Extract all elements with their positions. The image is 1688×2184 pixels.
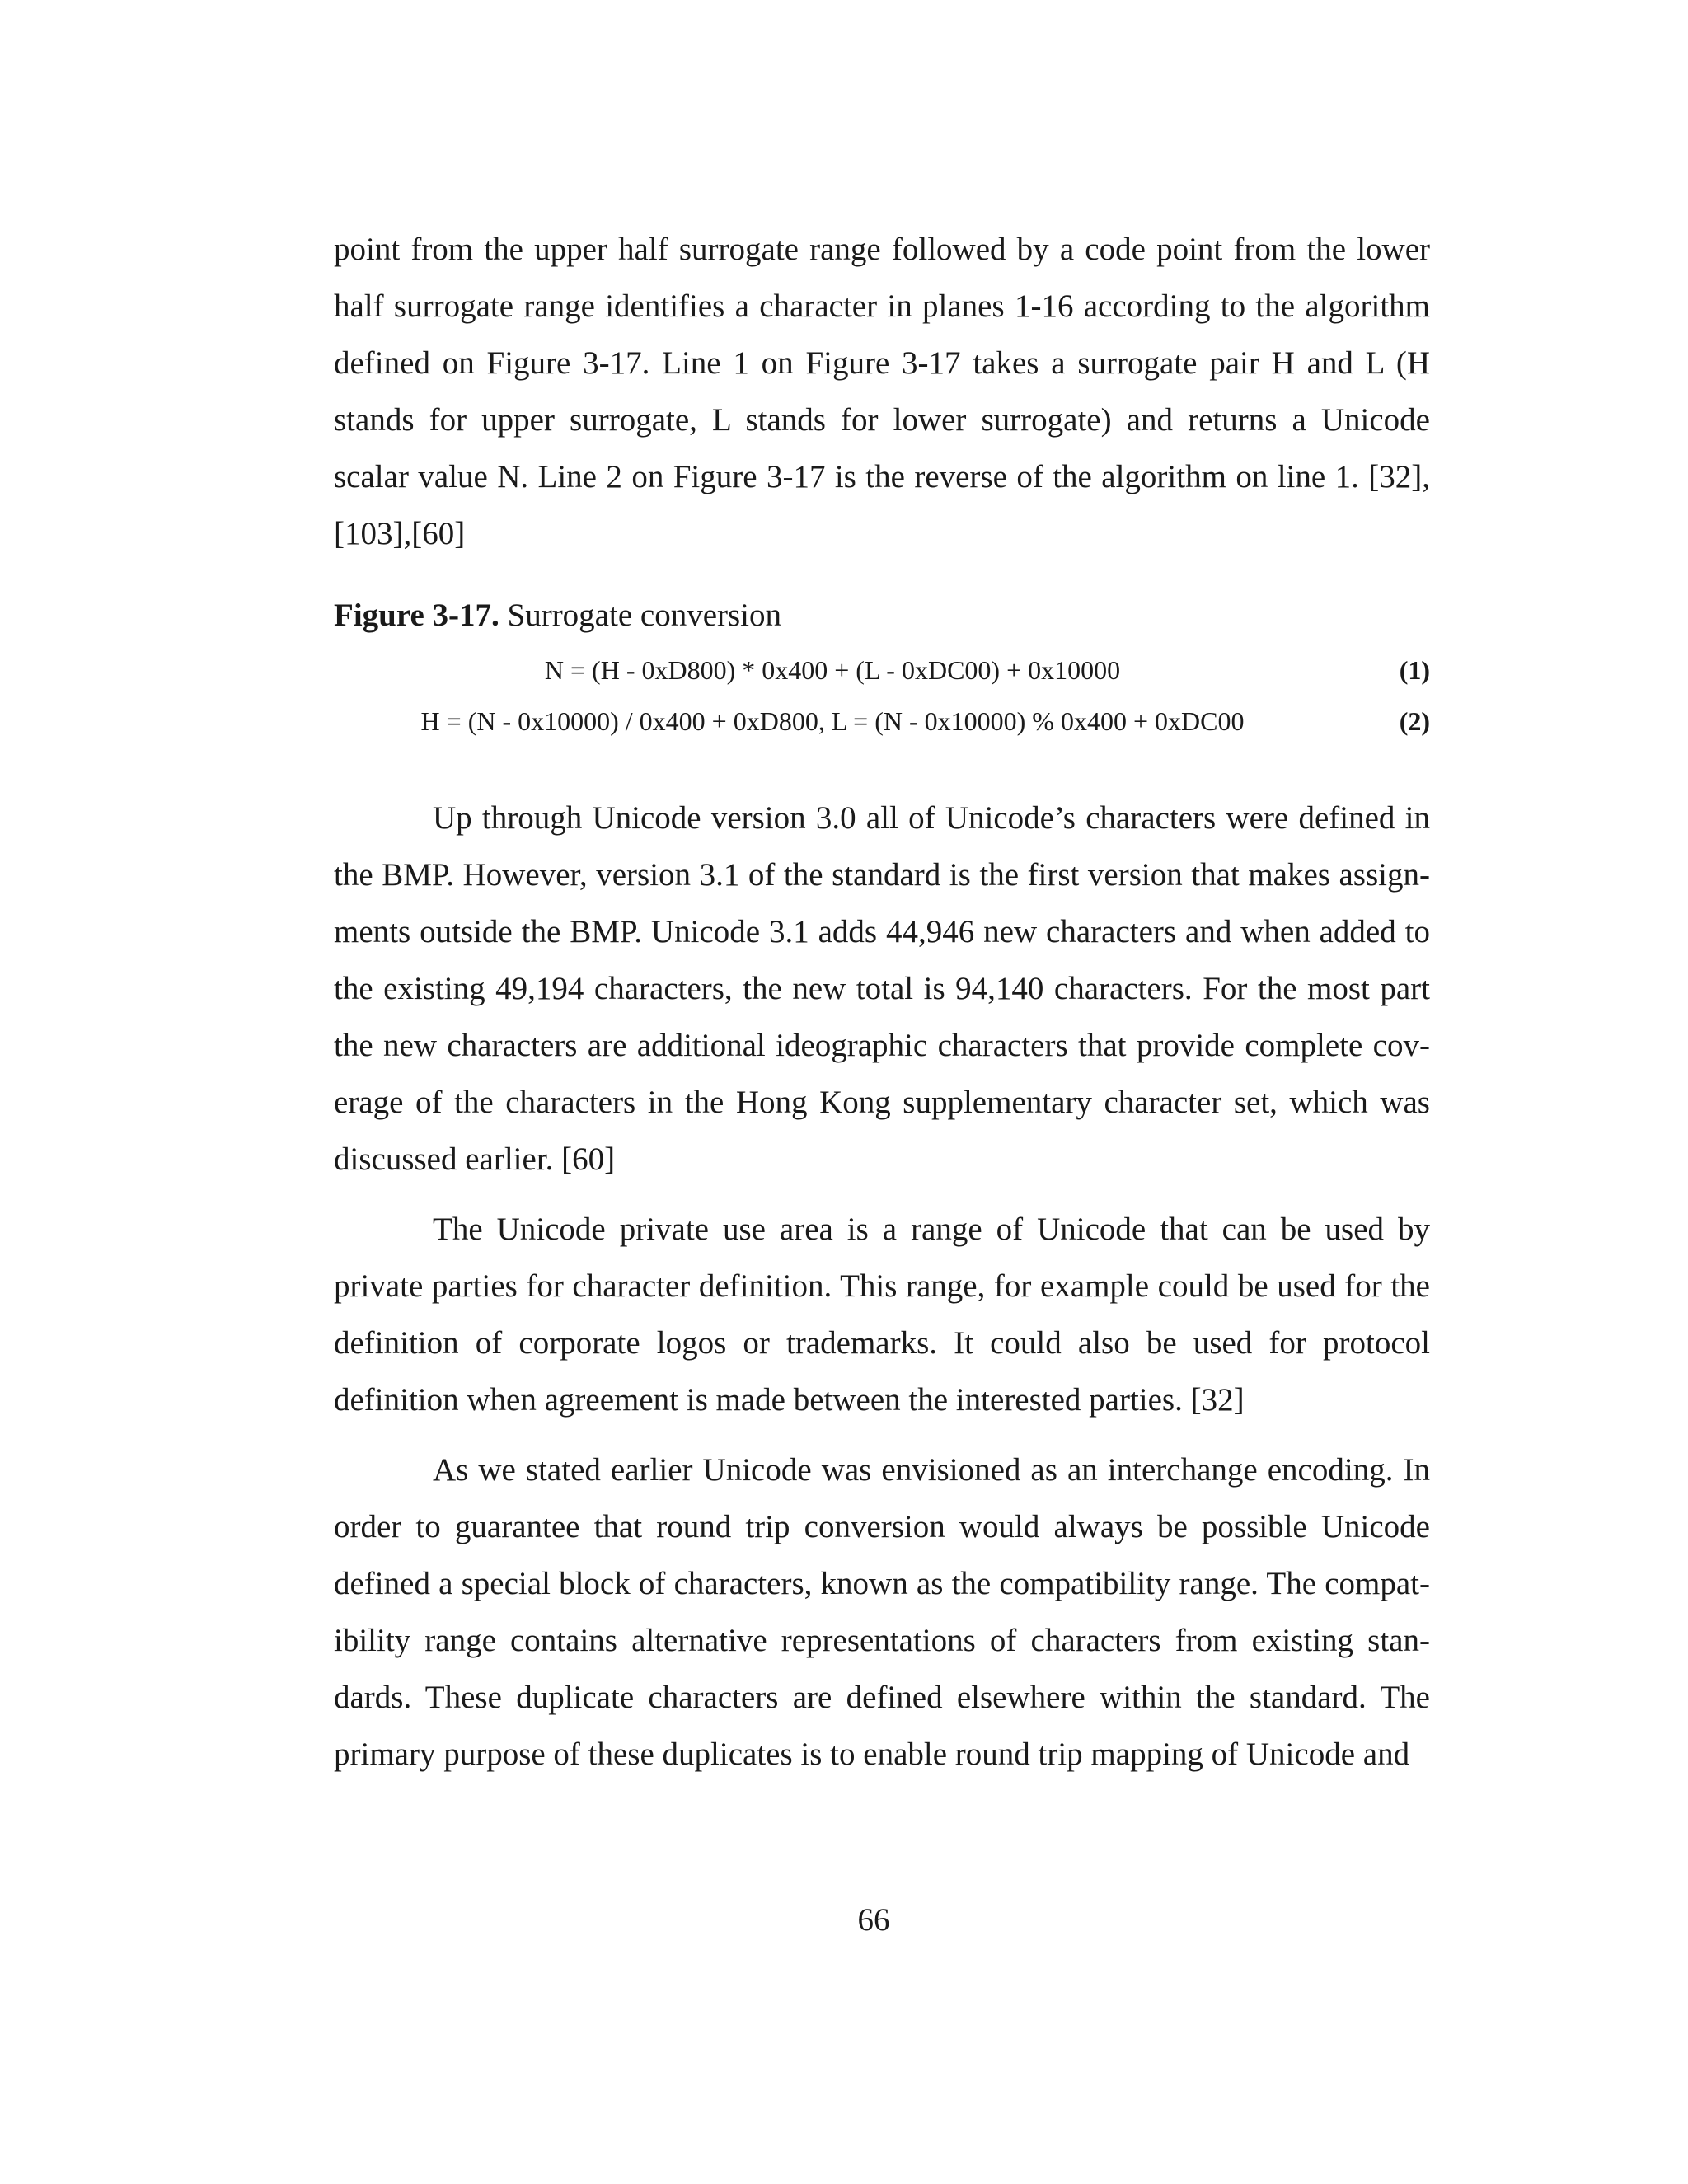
equation-text: N = (H - 0xD800) * 0x400 + (L - 0xDC00) + 0x10000 <box>544 655 1121 685</box>
equation-block <box>334 644 1430 747</box>
paragraph-compatibility-range: As we stated earlier Unicode was envisioned as an interchange encoding. In order to guarantee that round trip conversion would always be possible Unicode defined a special block of characters, known as the compatibility range. The compatibility range contains alternative representations of characters from existing standards. These duplicate characters are defined elsewhere within the standard. The primary purpose of these duplicates is to enable round trip mapping of Unicode and <box>334 1452 1430 1772</box>
page-body <box>334 221 1430 1783</box>
equation-number: (1) <box>1399 655 1430 685</box>
equation-text: H = (N - 0x10000) / 0x400 + 0xD800, L = (N - 0x10000) % 0x400 + 0xDC00 <box>420 706 1245 736</box>
equation-number: (2) <box>1399 706 1430 736</box>
paragraph-private-use-area: The Unicode private use area is a range of Unicode that can be used by private parties for character definition. This range, for example could be used for the definition of corporate logos or trademarks. It could also be used for protocol definition when agreement is made between the interested parties. [32] <box>334 1212 1430 1418</box>
figure-label: Figure 3-17. <box>334 598 499 633</box>
page-number: 66 <box>857 1902 890 1938</box>
paragraph-unicode-versions: Up through Unicode version 3.0 all of Unicode’s characters were defined in the BMP. However, version 3.1 of the standard is the first version that makes assignments outside the BMP. Unicode 3.1 adds 44,946 new characters and when added to the existing 49,194 characters, the new total is 94,140 characters. For the most part the new characters are additional ideographic characters that provide complete coverage of the characters in the Hong Kong supplementary character set, which was discussed earlier. [60] <box>334 800 1430 1177</box>
equation-row-1 <box>334 644 1430 696</box>
paragraph-surrogate-intro: point from the upper half surrogate range followed by a code point from the lower half surrogate range identifies a character in planes 1-16 according to the algorithm defined on Figure 3-17. Line 1 on Figure 3-17 takes a surrogate pair H and L (H stands for upper surrogate, L stands for lower surrogate) and returns a Unicode scalar value N. Line 2 on Figure 3-17 is the reverse of the algorithm on line 1. [32],[103],[60] <box>334 232 1430 551</box>
equation-row-2 <box>334 696 1430 747</box>
figure-caption-text: Surrogate conversion <box>507 598 782 633</box>
figure-caption <box>334 595 1430 636</box>
